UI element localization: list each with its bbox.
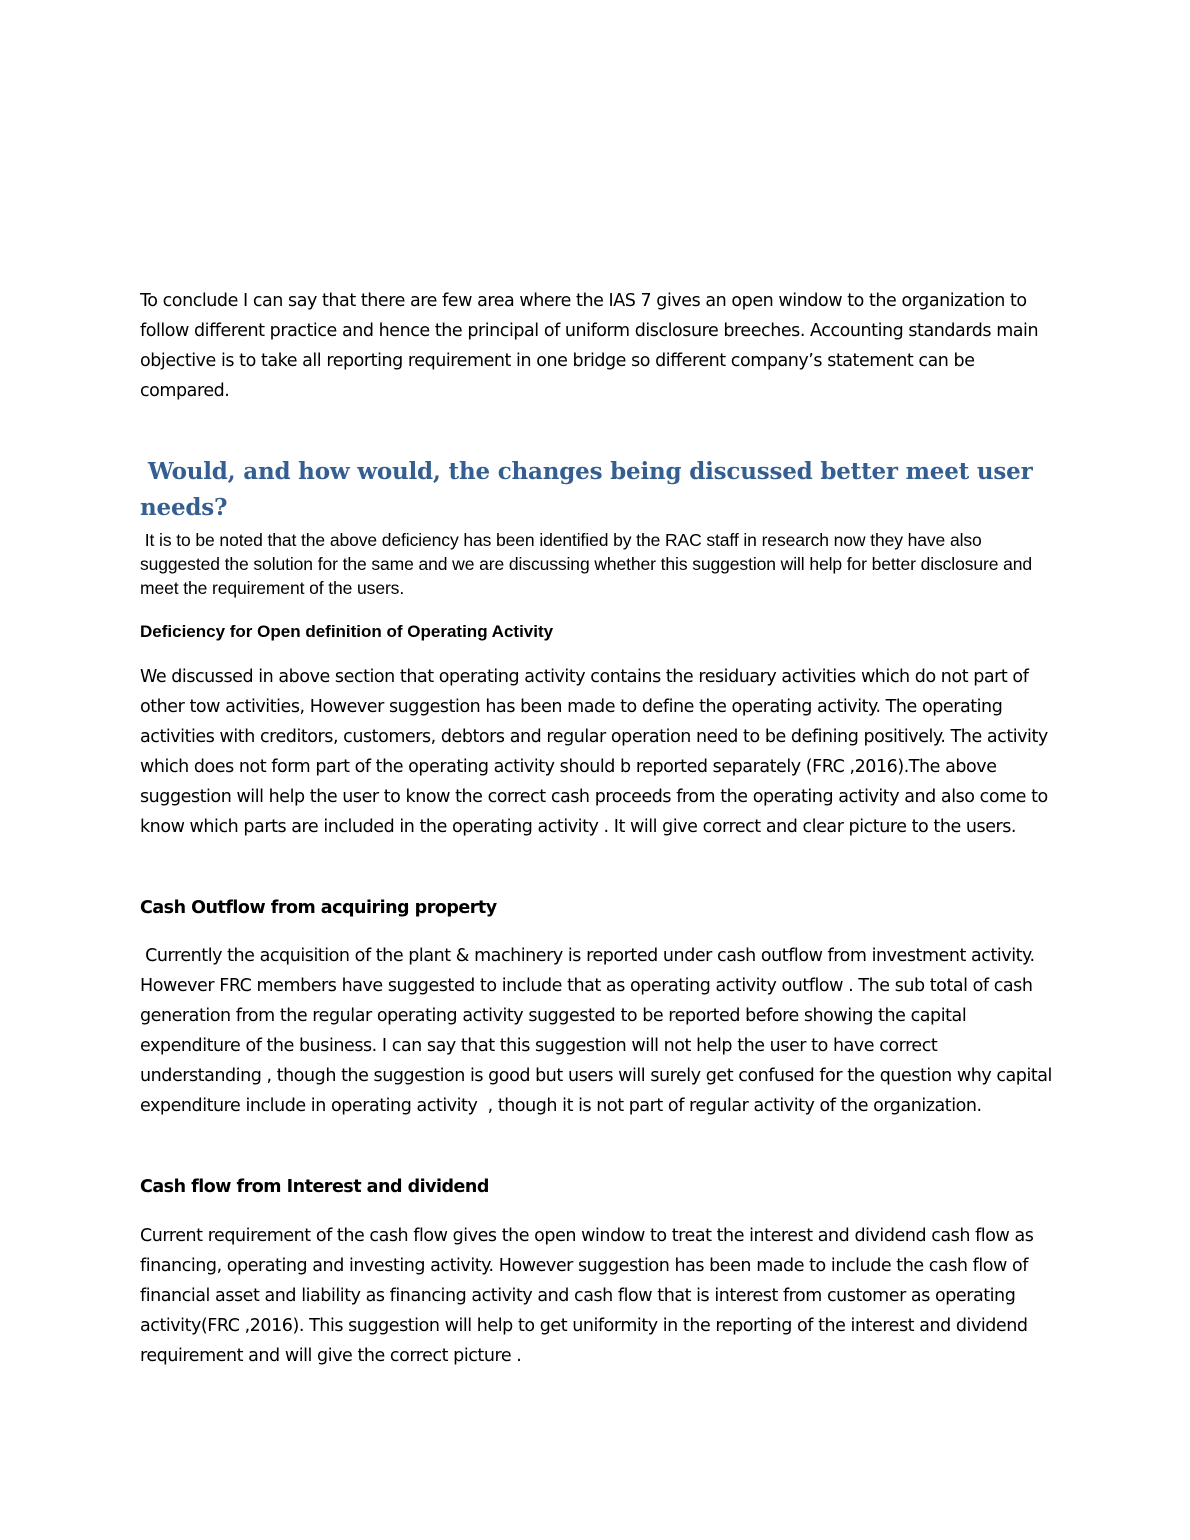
section-intro-paragraph: It is to be noted that the above deficiency has been identified by the RAC staff in research now they have also suggested the solution for the same and we are discussing whether this suggestion will help for better disclosure and meet the requirement of the users. (140, 530, 1037, 598)
subsection-heading-acquiring-property: Cash Outflow from acquiring property (140, 898, 497, 918)
subsection-heading-interest-dividend: Cash flow from Interest and dividend (140, 1177, 489, 1197)
section-heading: Would, and how would, the changes being discussed better meet user needs? (140, 458, 1041, 521)
subsection-body-interest-dividend: Current requirement of the cash flow gives the open window to treat the interest and dividend cash flow as financing, operating and investing activity. However suggestion has been made to include the cash flow of financial asset and liability as financing activity and cash flow that is interest from customer as operating activity(FRC ,2016). This suggestion will help to get uniformity in the reporting of the interest and dividend requirement and will give the correct picture . (140, 1226, 1034, 1366)
subsection-body-acquiring-property: Currently the acquisition of the plant & machinery is reported under cash outflow from investment activity. However FRC members have suggested to include that as operating activity outflow . The sub total of cash generation from the regular operating activity suggested to be reported before showing the capital expenditure of the business. I can say that this suggestion will not help the user to have correct understanding , though the suggestion is good but users will surely get confused for the question why capital expenditure include in operating activity , though it is not part of regular activity of the organization. (140, 946, 1058, 1116)
conclusion-paragraph: To conclude I can say that there are few area where the IAS 7 gives an open window to the organization to follow different practice and hence the principal of uniform disclosure breeches. Accounting standards main objective is to take all reporting requirement in one bridge so different company’s statement can be compared. (140, 291, 1039, 401)
subsection-body-operating-activity: We discussed in above section that operating activity contains the residuary activities which do not part of other tow activities, However suggestion has been made to define the operating activity. The operating activities with creditors, customers, debtors and regular operation need to be defining positively. The activity which does not form part of the operating activity should b reported separately (FRC ,2016).The above suggestion will help the user to know the correct cash proceeds from the operating activity and also come to know which parts are included in the operating activity . It will give correct and clear picture to the users. (140, 667, 1048, 837)
subsection-heading-operating-activity: Deficiency for Open definition of Operating Activity (140, 622, 554, 641)
